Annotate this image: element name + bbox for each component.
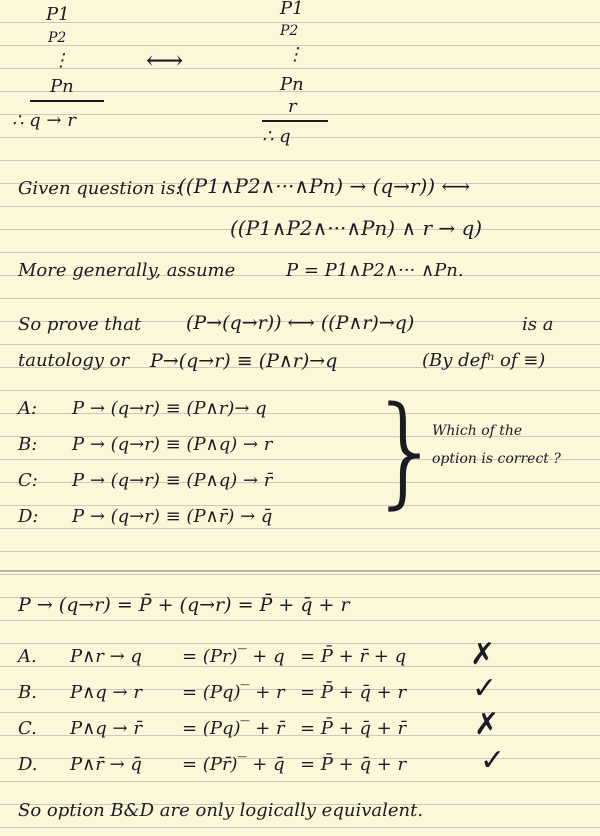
- row-b-mid: = (Pq)‾ + r: [182, 682, 285, 703]
- row-b-rhs: = P̄ + q̄ + r: [300, 682, 407, 703]
- row-a-label: A.: [18, 646, 37, 667]
- option-a-label: A:: [18, 398, 38, 419]
- left-conclusion-rule: [30, 100, 104, 102]
- prove-line2-expr: P→(q→r) ≡ (P∧r)→q: [150, 350, 338, 372]
- option-c-expr: P → (q→r) ≡ (P∧q) → r̄: [72, 470, 273, 491]
- prove-prefix: So prove that: [18, 314, 142, 335]
- row-b-lhs: P∧q → r: [70, 682, 142, 703]
- assume-text: More generally, assume: [18, 260, 236, 281]
- options-brace: }: [368, 382, 445, 521]
- row-c-mid: = (Pq)‾ + r̄: [182, 718, 285, 739]
- row-d-lhs: P∧r̄ → q̄: [70, 754, 142, 775]
- right-premise-1: P1: [280, 0, 304, 19]
- prove-line2-start: tautology or: [18, 350, 130, 371]
- left-premise-n: Pn: [50, 76, 74, 97]
- row-c-rhs: = P̄ + q̄ + r̄: [300, 718, 407, 739]
- row-a-mid: = (Pr)‾ + q: [182, 646, 285, 667]
- right-premise-r: r: [288, 96, 297, 117]
- assume-definition: P = P1∧P2∧··· ∧Pn.: [286, 260, 464, 281]
- solution-conclusion: So option B&D are only logically equivalent.: [18, 800, 424, 821]
- row-d-rhs: = P̄ + q̄ + r: [300, 754, 407, 775]
- left-conclusion: ∴ q → r: [12, 110, 76, 131]
- row-c-label: C.: [18, 718, 37, 739]
- option-a-expr: P → (q→r) ≡ (P∧r)→ q: [72, 398, 267, 419]
- row-c-verdict-cross: ✗: [474, 707, 500, 742]
- left-ellipsis: ⋮: [52, 50, 70, 71]
- left-premise-1: P1: [46, 4, 70, 25]
- row-d-mid: = (Pr̄)‾ + q̄: [182, 754, 285, 775]
- right-premise-n: Pn: [280, 74, 304, 95]
- row-b-label: B.: [18, 682, 37, 703]
- right-conclusion: ∴ q: [262, 126, 291, 147]
- section-divider: [0, 570, 600, 572]
- prove-suffix: is a: [522, 314, 554, 335]
- option-b-label: B:: [18, 434, 38, 455]
- option-b-expr: P → (q→r) ≡ (P∧q) → r: [72, 434, 273, 455]
- row-a-rhs: = P̄ + r̄ + q: [300, 646, 407, 667]
- row-d-verdict-check: ✓: [480, 743, 506, 778]
- row-a-lhs: P∧r → q: [70, 646, 142, 667]
- row-a-verdict-cross: ✗: [470, 637, 496, 672]
- row-b-verdict-check: ✓: [472, 671, 498, 706]
- option-d-expr: P → (q→r) ≡ (P∧r̄) → q̄: [72, 506, 273, 527]
- prove-line2-note: (By defⁿ of ≡): [422, 350, 546, 371]
- right-conclusion-rule: [262, 120, 328, 122]
- row-c-lhs: P∧q → r̄: [70, 718, 142, 739]
- question-prompt-1: Which of the: [432, 423, 523, 439]
- right-ellipsis: ⋮: [286, 44, 304, 65]
- prove-statement: (P→(q→r)) ⟷ ((P∧r)→q): [186, 312, 415, 334]
- option-d-label: D:: [18, 506, 39, 527]
- given-prefix: Given question is:: [18, 178, 182, 199]
- equivalence-arrow: ⟷: [146, 46, 184, 76]
- left-premise-2: P2: [48, 30, 67, 46]
- solution-main: P → (q→r) = P̄ + (q→r) = P̄ + q̄ + r: [18, 594, 350, 616]
- given-line-2: ((P1∧P2∧···∧Pn) ∧ r → q): [230, 216, 483, 240]
- row-d-label: D.: [18, 754, 38, 775]
- question-prompt-2: option is correct ?: [432, 451, 561, 467]
- given-line-1: ((P1∧P2∧···∧Pn) → (q→r)) ⟷: [178, 174, 471, 198]
- option-c-label: C:: [18, 470, 38, 491]
- right-premise-2: P2: [280, 23, 299, 39]
